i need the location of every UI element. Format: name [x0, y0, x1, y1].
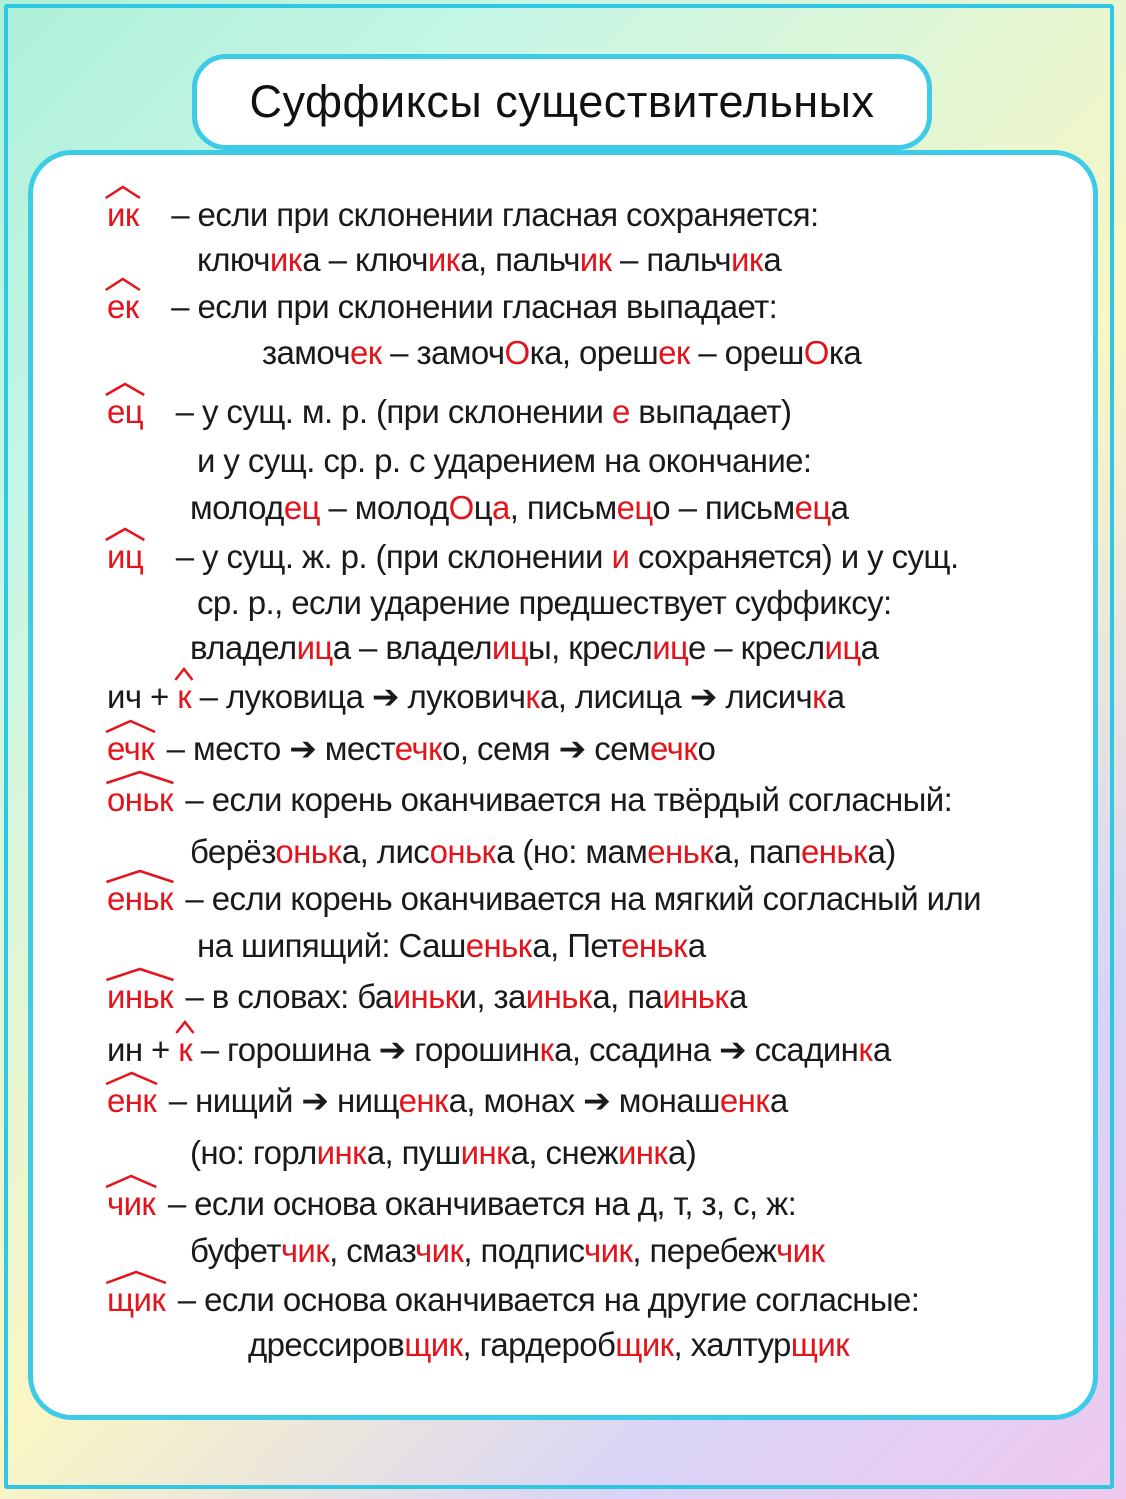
highlighted-morpheme: чик — [776, 1232, 825, 1269]
rule-text: берёз — [190, 833, 276, 870]
highlighted-morpheme: ек — [658, 334, 690, 371]
rule-text: – если при склонении гласная сохраняется: — [162, 196, 819, 233]
suffix-text: еньк — [107, 880, 173, 917]
highlighted-morpheme: а — [492, 489, 510, 526]
rule-line — [107, 195, 819, 235]
rule-text: а — [830, 489, 849, 526]
rule-text: – в словах: ба — [176, 978, 393, 1015]
rule-text: а, пуш — [366, 1134, 461, 1171]
rule-text: сохраняется) и у сущ. — [629, 538, 959, 575]
suffix-text: енк — [107, 1082, 157, 1119]
highlighted-morpheme: иц — [296, 629, 333, 666]
rule-text: , письм — [509, 489, 617, 526]
rule-line — [107, 780, 952, 820]
highlighted-morpheme: инк — [460, 1134, 511, 1171]
rule-text: о, семя ➔ сем — [442, 730, 650, 767]
suffix-text: иньк — [107, 978, 173, 1015]
suffix-marker — [107, 780, 173, 820]
page-title: Суффиксы существительных — [249, 76, 875, 127]
rule-line — [190, 1231, 824, 1271]
highlighted-morpheme: оньк — [275, 833, 342, 870]
rule-text: (но: горл — [190, 1134, 317, 1171]
rule-line — [107, 1030, 891, 1070]
rule-line — [107, 729, 715, 769]
rule-text: ц — [473, 489, 492, 526]
rule-line — [107, 977, 747, 1017]
highlighted-morpheme: О — [504, 334, 530, 371]
highlighted-morpheme: оньк — [429, 833, 497, 870]
suffix-marker — [107, 729, 154, 769]
highlighted-morpheme: чик — [584, 1232, 633, 1269]
rule-line — [190, 628, 878, 668]
rule-text: ключ — [197, 241, 270, 278]
highlighted-morpheme: еньк — [647, 833, 714, 870]
rule-text: – если при склонении гласная выпадает: — [162, 288, 778, 325]
rule-text: а, лис — [341, 833, 430, 870]
highlighted-morpheme: к — [539, 1031, 555, 1068]
rule-text: владел — [190, 629, 297, 666]
highlighted-morpheme: щик — [404, 1326, 463, 1363]
rule-line — [190, 1133, 696, 1173]
highlighted-morpheme: иц — [652, 629, 688, 666]
rule-line — [190, 488, 848, 528]
rule-text: ср. р., если ударение предшествует суффиксу: — [197, 584, 892, 621]
highlighted-morpheme: ец — [283, 489, 320, 526]
highlighted-morpheme: ец — [794, 489, 831, 526]
suffix-arc-icon — [105, 277, 141, 291]
suffix-arc-icon — [105, 770, 175, 784]
highlighted-morpheme: еньк — [465, 927, 533, 964]
rule-text: а, пап — [713, 833, 801, 870]
rule-text: – у сущ. м. р. (при склонении — [167, 393, 612, 430]
highlighted-morpheme: иньк — [525, 978, 593, 1015]
suffix-text: ечк — [107, 730, 155, 767]
highlighted-morpheme: О — [803, 334, 829, 371]
highlighted-morpheme: ец — [616, 489, 653, 526]
rule-line — [107, 677, 844, 717]
rule-text: , смаз — [329, 1232, 416, 1269]
suffix-marker — [107, 879, 173, 919]
rule-text: молод — [190, 489, 284, 526]
rule-text: а, ссадина ➔ ссадин — [554, 1031, 859, 1068]
highlighted-morpheme: е — [611, 393, 630, 430]
rule-text: и у сущ. ср. р. с ударением на окончание: — [197, 442, 812, 479]
suffix-marker — [107, 537, 143, 577]
highlighted-morpheme: и — [611, 538, 630, 575]
rule-text: , халтур — [673, 1326, 791, 1363]
rule-prefix: ич + — [107, 678, 178, 715]
suffix-marker — [107, 195, 139, 235]
suffix-arc-icon — [175, 667, 193, 681]
suffix-text: ец — [107, 393, 144, 430]
highlighted-morpheme: щик — [615, 1326, 674, 1363]
rule-text: а — [826, 678, 845, 715]
highlighted-morpheme: еньк — [801, 833, 868, 870]
suffix-text: к — [178, 1031, 193, 1068]
rule-text: – если корень оканчивается на мягкий согласный или — [176, 880, 981, 917]
suffix-text: ик — [107, 196, 139, 233]
rule-text: а, лисица ➔ лисич — [539, 678, 813, 715]
rule-text: а, монах ➔ монаш — [448, 1082, 720, 1119]
highlighted-morpheme: еньк — [621, 927, 688, 964]
highlighted-morpheme: к — [812, 678, 827, 715]
highlighted-morpheme: ик — [427, 241, 461, 278]
rule-text: ы, кресл — [528, 629, 653, 666]
highlighted-morpheme: ечк — [394, 730, 443, 767]
rule-text: ка, ореш — [529, 334, 659, 371]
suffix-text: щик — [107, 1281, 166, 1318]
highlighted-morpheme: енк — [398, 1082, 449, 1119]
rule-text: – горошина ➔ горошин — [192, 1031, 540, 1068]
highlighted-morpheme: иц — [491, 629, 529, 666]
rule-text: дрессиров — [248, 1326, 405, 1363]
highlighted-morpheme: ик — [579, 241, 612, 278]
suffix-arc-icon — [105, 1174, 157, 1188]
suffix-arc-icon — [105, 382, 145, 396]
rule-line — [262, 333, 861, 373]
rule-line — [197, 583, 892, 623]
rule-text: а — [872, 1031, 891, 1068]
rule-line — [197, 441, 812, 481]
rule-text: а (но: мам — [496, 833, 648, 870]
highlighted-morpheme: О — [448, 489, 474, 526]
rule-text: а, снеж — [510, 1134, 618, 1171]
rule-text: выпадает) — [629, 393, 792, 430]
rule-text: а – владел — [332, 629, 492, 666]
rule-text: и, за — [458, 978, 526, 1015]
highlighted-morpheme: ечк — [650, 730, 698, 767]
rule-text: – если основа оканчивается на д, т, з, с, ж: — [159, 1185, 797, 1222]
rule-text: – место ➔ мест — [158, 730, 395, 767]
rule-text: – молод — [319, 489, 449, 526]
suffix-arc-icon — [105, 527, 145, 541]
rule-line — [248, 1325, 849, 1365]
suffix-text: оньк — [107, 781, 173, 818]
rule-text: а, па — [592, 978, 663, 1015]
rule-text: – если основа оканчивается на другие согласные: — [169, 1281, 920, 1318]
rule-text: а — [860, 629, 879, 666]
suffix-marker — [107, 1280, 165, 1320]
rule-text: а — [763, 241, 782, 278]
rule-text: замоч — [262, 334, 350, 371]
suffix-marker — [107, 1184, 155, 1224]
title-box — [192, 54, 932, 150]
rule-line — [107, 287, 777, 327]
highlighted-morpheme: инк — [316, 1134, 367, 1171]
rule-line — [107, 1081, 788, 1121]
suffix-marker — [178, 1030, 192, 1070]
rule-prefix: ин + — [107, 1031, 179, 1068]
suffix-text: ек — [107, 288, 139, 325]
suffix-text: к — [177, 678, 192, 715]
rule-text: на шипящий: Саш — [197, 927, 466, 964]
rule-text: а) — [667, 1134, 697, 1171]
rule-text: – замоч — [381, 334, 505, 371]
rule-text: – у сущ. ж. р. (при склонении — [167, 538, 612, 575]
rule-text: а — [687, 927, 706, 964]
rule-text: о — [697, 730, 716, 767]
suffix-marker — [107, 977, 173, 1017]
highlighted-morpheme: чик — [415, 1232, 464, 1269]
highlighted-morpheme: к — [858, 1031, 873, 1068]
highlighted-morpheme: ек — [350, 334, 382, 371]
suffix-arc-icon — [105, 967, 175, 981]
rule-line — [107, 879, 981, 919]
highlighted-morpheme: иц — [824, 629, 861, 666]
rule-line — [107, 1184, 796, 1224]
suffix-marker — [107, 287, 139, 327]
highlighted-morpheme: инк — [617, 1134, 668, 1171]
highlighted-morpheme: иньк — [662, 978, 729, 1015]
suffix-arc-icon — [105, 185, 141, 199]
suffix-arc-icon — [105, 719, 156, 733]
rule-text: о – письм — [652, 489, 795, 526]
rule-line — [107, 392, 791, 432]
suffix-arc-icon — [176, 1020, 194, 1034]
highlighted-morpheme: ик — [731, 241, 764, 278]
rule-text: , подпис — [463, 1232, 585, 1269]
highlighted-morpheme: к — [525, 678, 540, 715]
rule-line — [197, 926, 705, 966]
suffix-arc-icon — [105, 1071, 158, 1085]
rule-text: – луковица ➔ лукович — [191, 678, 526, 715]
suffix-arc-icon — [105, 1270, 167, 1284]
rule-text: а, Пет — [532, 927, 622, 964]
rule-text: , гардероб — [462, 1326, 616, 1363]
rule-text: а, пальч — [460, 241, 580, 278]
suffix-text: чик — [107, 1185, 156, 1222]
rule-line — [107, 537, 959, 577]
rule-line — [107, 1280, 919, 1320]
suffix-marker — [177, 677, 191, 717]
rule-text: – ореш — [689, 334, 804, 371]
rule-line — [197, 240, 781, 280]
rule-text: – если корень оканчивается на твёрдый согласный: — [176, 781, 953, 818]
rule-text: а — [769, 1082, 788, 1119]
rule-line — [190, 832, 896, 872]
suffix-marker — [107, 1081, 156, 1121]
rule-text: буфет — [190, 1232, 281, 1269]
suffix-arc-icon — [105, 869, 175, 883]
rule-text: ка — [828, 334, 862, 371]
highlighted-morpheme: иньк — [392, 978, 459, 1015]
suffix-text: иц — [107, 538, 144, 575]
rule-text: е – кресл — [687, 629, 825, 666]
highlighted-morpheme: чик — [280, 1232, 330, 1269]
suffix-marker — [107, 392, 143, 432]
highlighted-morpheme: щик — [790, 1326, 850, 1363]
rule-text: – пальч — [611, 241, 731, 278]
rule-text: – нищий ➔ нищ — [160, 1082, 399, 1119]
rule-text: , перебеж — [632, 1232, 777, 1269]
rule-text: а – ключ — [302, 241, 428, 278]
highlighted-morpheme: ик — [269, 241, 303, 278]
highlighted-morpheme: енк — [719, 1082, 770, 1119]
rule-text: а) — [867, 833, 896, 870]
rule-text: а — [728, 978, 747, 1015]
